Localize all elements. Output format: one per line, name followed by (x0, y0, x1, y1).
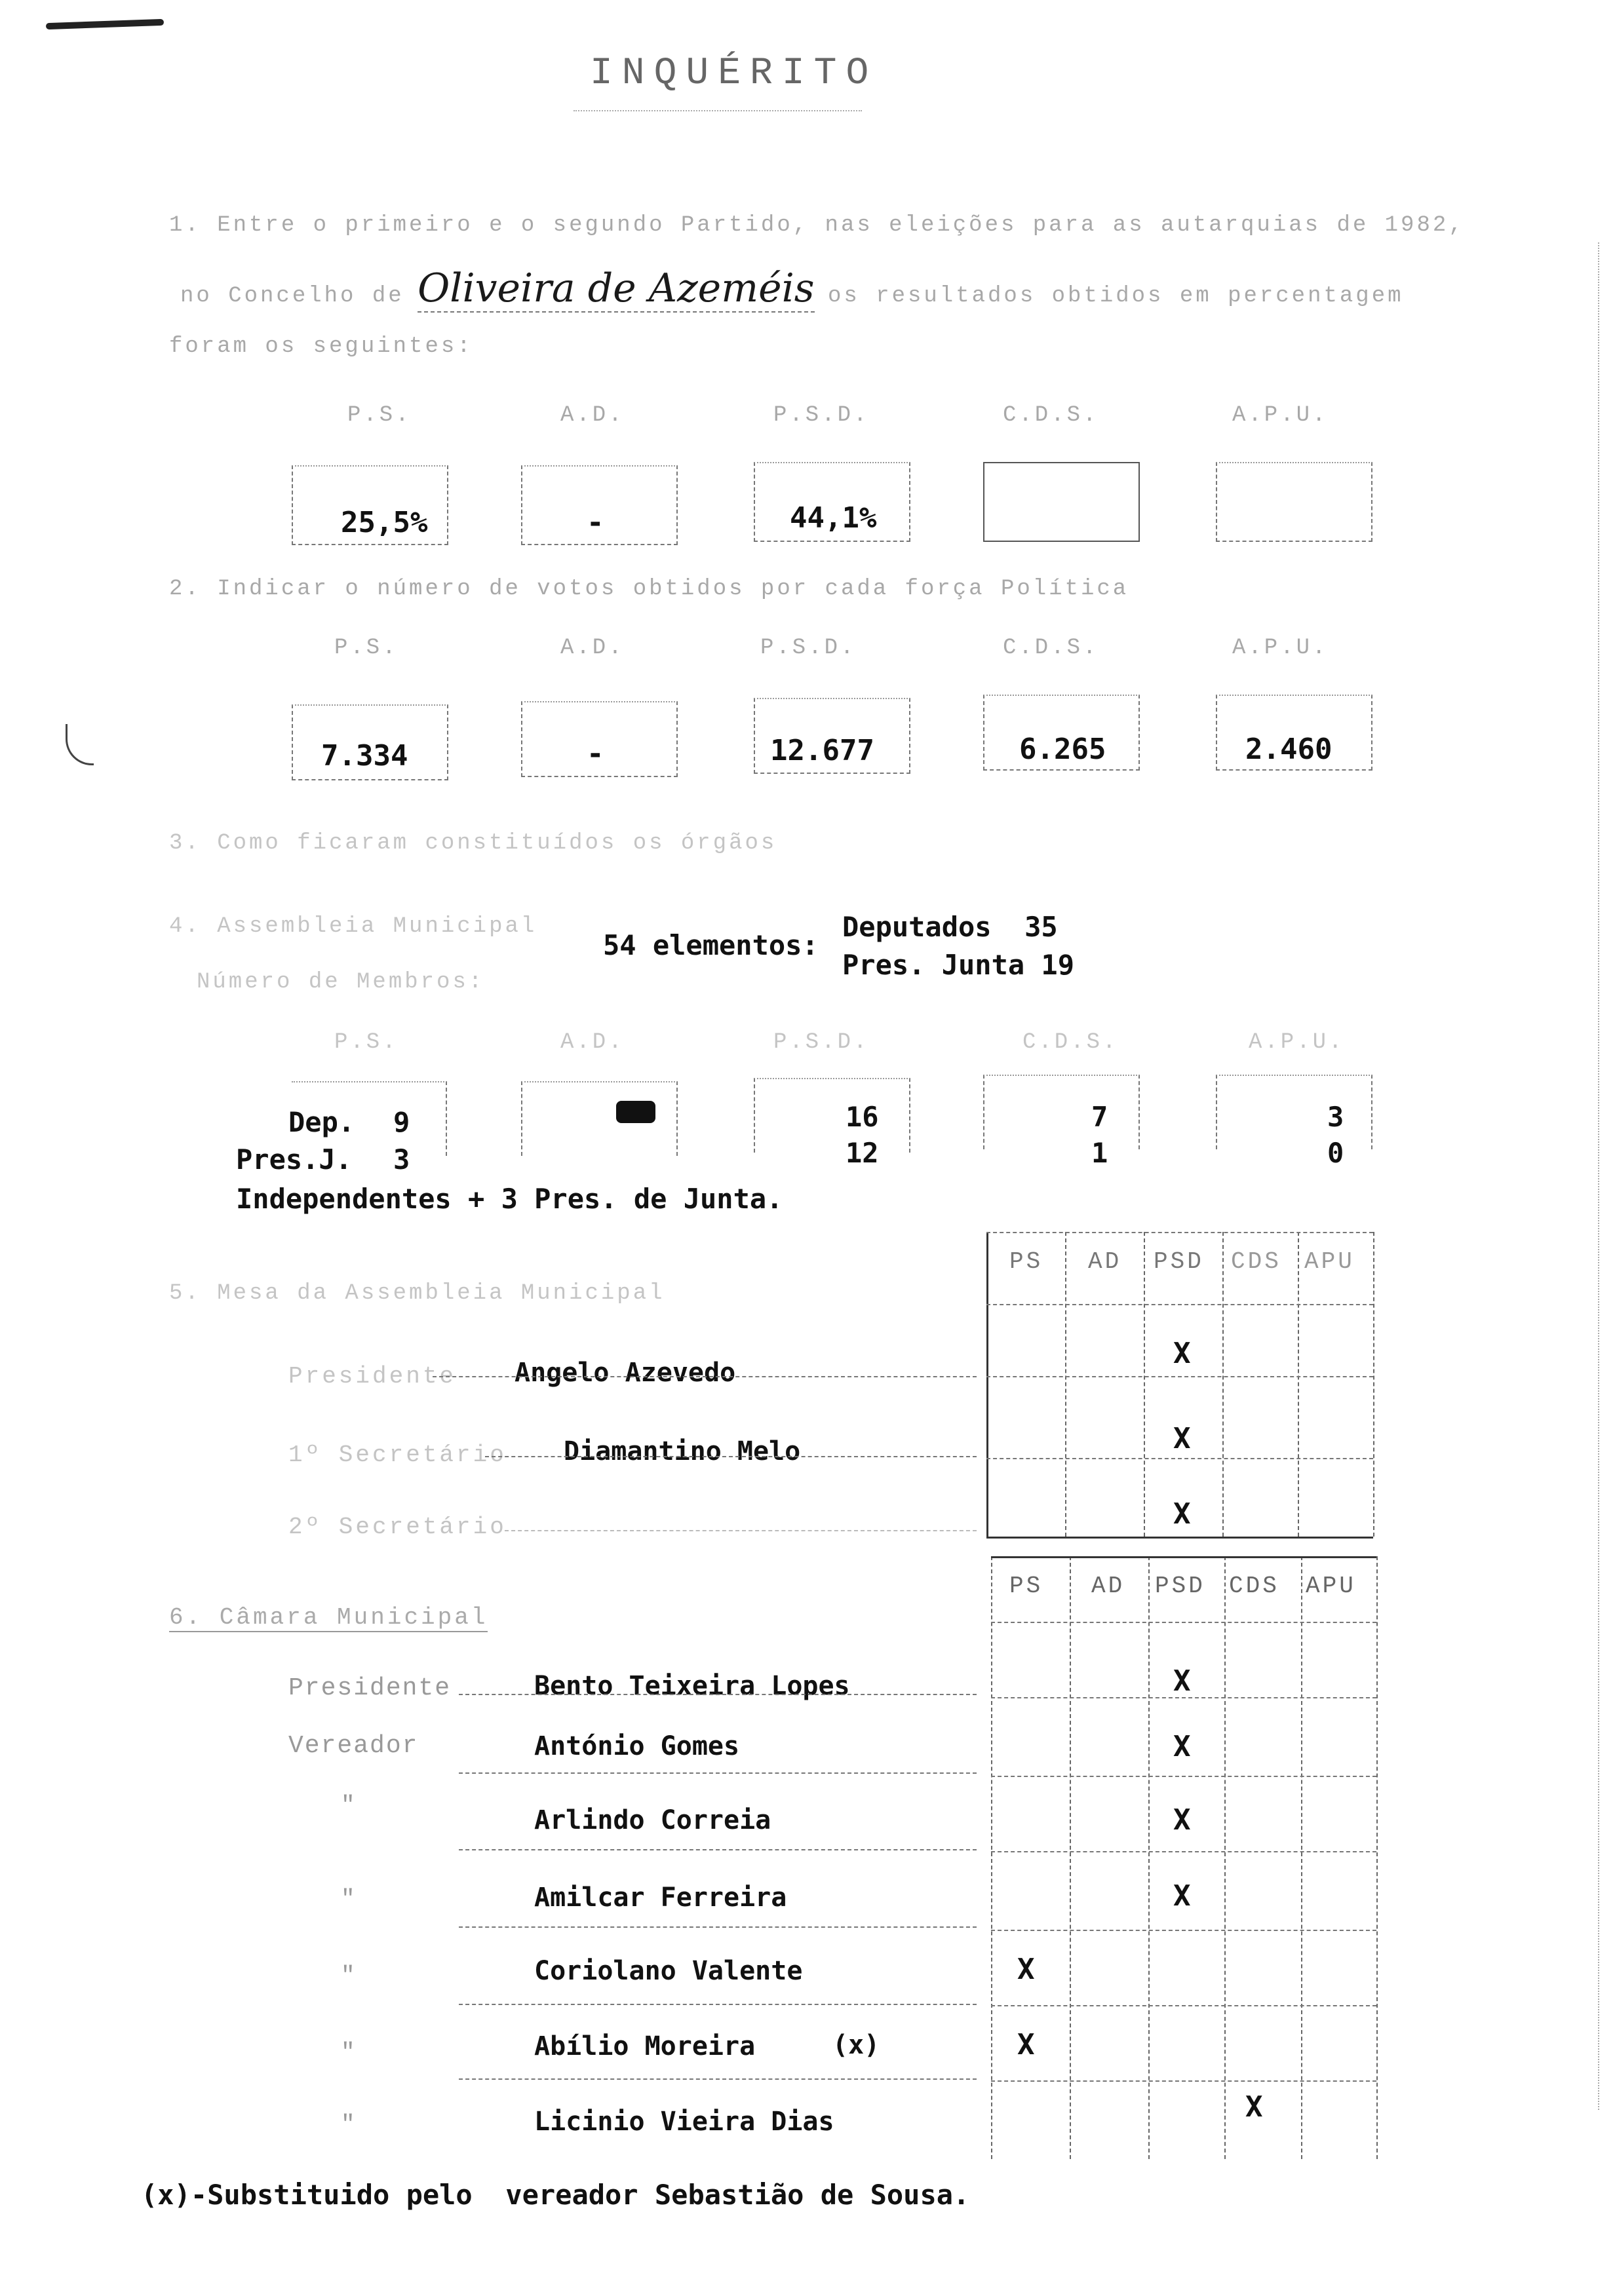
page-edge-line (1598, 242, 1599, 2110)
q4-line1: 4. Assembleia Municipal (169, 914, 537, 939)
q5-col-cds: CDS (1231, 1248, 1281, 1275)
q6-mark-0: X (1173, 1664, 1191, 1698)
q6-grid-right (1376, 1556, 1378, 2159)
q4-party-apu: A.P.U. (1249, 1030, 1345, 1055)
q6-grid-h2 (991, 1776, 1376, 1777)
q2-text: 2. Indicar o número de votos obtidos por cada força Política (169, 577, 1129, 602)
q1-party-ad: A.D. (560, 403, 625, 428)
q6-role-6: " (341, 2111, 358, 2138)
q1-box-apu (1216, 462, 1372, 542)
q6-col-ps: PS (1009, 1573, 1043, 1599)
q1-value-psd: 44,1% (790, 501, 877, 535)
q6-name-3: Amilcar Ferreira (534, 1883, 787, 1913)
q2-party-cds: C.D.S. (1003, 636, 1099, 660)
q1-party-psd: P.S.D. (773, 403, 870, 428)
margin-bracket (66, 724, 94, 765)
q4-pres-apu: 0 (1327, 1137, 1344, 1169)
q2-party-psd: P.S.D. (760, 636, 857, 660)
q4-dep-psd: 16 (846, 1101, 879, 1133)
q5-grid-v1 (1065, 1232, 1066, 1537)
q4-dep-label: Dep. (288, 1106, 355, 1138)
page-title: INQUÉRITO (590, 52, 878, 95)
q5-grid-v2 (1144, 1232, 1145, 1537)
q6-role-4: " (341, 1962, 358, 1989)
q5-grid-bottom (986, 1537, 1373, 1539)
q2-party-ad: A.D. (560, 636, 625, 660)
q6-grid-h3 (991, 1851, 1376, 1852)
title-underline (574, 110, 862, 111)
q2-party-apu: A.P.U. (1232, 636, 1329, 660)
q1-value-ad: - (587, 506, 604, 539)
q6-line-4 (459, 2004, 977, 2005)
q4-pres-cds: 1 (1091, 1137, 1108, 1169)
q2-value-ps: 7.334 (321, 739, 408, 773)
q6-role-0: Presidente (288, 1674, 452, 1702)
q2-value-ad: - (587, 737, 604, 771)
q6-grid-v3 (1224, 1556, 1226, 2159)
q6-grid-h5 (991, 2005, 1376, 2006)
q4-dep-apu: 3 (1327, 1101, 1344, 1133)
q5-col-ad: AD (1088, 1248, 1122, 1275)
q5-grid-h3 (986, 1458, 1373, 1459)
q5-name-presidente: Angelo Azevedo (515, 1358, 736, 1388)
q4-deputados: Deputados 35 (842, 911, 1058, 943)
q6-col-ad: AD (1091, 1573, 1125, 1599)
q6-role-2: " (341, 1792, 358, 1819)
q6-role-5: " (341, 2039, 358, 2066)
q5-mark-presidente: X (1173, 1337, 1191, 1370)
q5-grid-h2 (986, 1376, 1373, 1377)
q6-name-5: Abílio Moreira (534, 2031, 756, 2061)
q6-line-1 (459, 1772, 977, 1774)
q6-role-3: " (341, 1886, 358, 1913)
concelho-name: Oliveira de Azeméis (418, 265, 815, 311)
q1-party-ps: P.S. (347, 403, 412, 428)
q1-box-cds (983, 462, 1140, 542)
footnote: (x)-Substituido pelo vereador Sebastião de Sousa. (141, 2179, 970, 2211)
q6-mark-1: X (1173, 1730, 1191, 1763)
q6-role-1: Vereador (288, 1732, 419, 1760)
q4-ad-redaction (616, 1101, 655, 1123)
q4-line2: Número de Membros: (197, 970, 485, 995)
q6-name-2: Arlindo Correia (534, 1805, 771, 1835)
q5-line-sec2 (505, 1530, 977, 1531)
q6-mark-2: X (1173, 1803, 1191, 1837)
q6-col-psd: PSD (1155, 1573, 1205, 1599)
q4-pres-label: Pres.J. (236, 1143, 353, 1176)
q4-independentes: Independentes + 3 Pres. de Junta. (236, 1183, 783, 1215)
q6-grid-left (991, 1556, 992, 2159)
q6-name-0: Bento Teixeira Lopes (534, 1671, 850, 1701)
q4-pres-psd: 12 (846, 1137, 879, 1169)
q1-line2-prefix: no Concelho de (180, 284, 404, 309)
q6-mark-6: X (1245, 2090, 1263, 2124)
q6-line-3 (459, 1926, 977, 1928)
q4-dep-cds: 7 (1091, 1101, 1108, 1133)
q6-note-5: (x) (832, 2030, 880, 2060)
q6-grid-v2 (1148, 1556, 1150, 2159)
q5-col-psd: PSD (1154, 1248, 1204, 1275)
q5-grid-top (986, 1232, 1373, 1233)
q4-box-cds (983, 1075, 1140, 1149)
q1-party-apu: A.P.U. (1232, 403, 1329, 428)
q6-mark-4: X (1017, 1953, 1035, 1986)
q6-line-5 (459, 2078, 977, 2080)
q1-line2 (180, 265, 1404, 311)
q6-name-6: Licinio Vieira Dias (534, 2107, 834, 2137)
q6-col-cds: CDS (1229, 1573, 1279, 1599)
q5-title: 5. Mesa da Assembleia Municipal (169, 1281, 665, 1306)
q1-party-cds: C.D.S. (1003, 403, 1099, 428)
q1-line1: 1. Entre o primeiro e o segundo Partido, nas eleições para as autarquias de 1982, (169, 213, 1465, 238)
q6-name-4: Coriolano Valente (534, 1956, 803, 1986)
q6-mark-3: X (1173, 1879, 1191, 1913)
ink-smudge (46, 19, 164, 29)
q5-role-presidente: Presidente (288, 1363, 457, 1390)
q4-party-ad: A.D. (560, 1030, 625, 1055)
q4-party-psd: P.S.D. (773, 1030, 870, 1055)
q5-role-sec2: 2º Secretário (288, 1514, 507, 1540)
q4-party-cds: C.D.S. (1022, 1030, 1119, 1055)
q1-line2-suffix: os resultados obtidos em percentagem (827, 284, 1404, 309)
q6-mark-5: X (1017, 2028, 1035, 2061)
q5-grid-right (1373, 1232, 1374, 1537)
q6-name-1: António Gomes (534, 1731, 740, 1761)
q5-grid-v4 (1298, 1232, 1299, 1537)
q5-grid-h1 (986, 1304, 1373, 1305)
q6-line-2 (459, 1849, 977, 1850)
q5-grid-v3 (1222, 1232, 1224, 1537)
q6-grid-h4 (991, 1930, 1376, 1931)
q5-name-sec1: Diamantino Melo (564, 1436, 801, 1466)
q5-line-presidente (433, 1376, 977, 1377)
q1-value-ps: 25,5% (341, 506, 428, 539)
q4-party-ps: P.S. (334, 1030, 399, 1055)
q4-pres-junta: Pres. Junta 19 (842, 949, 1075, 981)
q6-title: 6. Câmara Municipal (169, 1604, 488, 1631)
q4-box-apu (1216, 1075, 1372, 1149)
q6-line-0 (459, 1694, 977, 1695)
q4-pres-ps: 3 (393, 1143, 410, 1176)
q5-col-ps: PS (1009, 1248, 1043, 1275)
q2-party-ps: P.S. (334, 636, 399, 660)
q1-line3: foram os seguintes: (169, 334, 473, 359)
q5-line-sec1 (485, 1456, 977, 1457)
q5-col-apu: APU (1304, 1248, 1355, 1275)
q5-grid-left (986, 1232, 988, 1537)
q2-value-apu: 2.460 (1245, 733, 1333, 766)
q6-col-apu: APU (1306, 1573, 1356, 1599)
q2-value-cds: 6.265 (1019, 733, 1106, 766)
q6-grid-v4 (1301, 1556, 1302, 2159)
q4-elements: 54 elementos: (603, 929, 819, 961)
q6-grid-h0 (991, 1622, 1376, 1623)
q5-mark-sec2: X (1173, 1497, 1191, 1531)
q6-grid-h6 (991, 2080, 1376, 2082)
q3-text: 3. Como ficaram constituídos os órgãos (169, 831, 777, 856)
q5-mark-sec1: X (1173, 1422, 1191, 1455)
q4-dep-ps: 9 (393, 1106, 410, 1138)
q4-box-psd (754, 1078, 910, 1153)
q5-role-sec1: 1º Secretário (288, 1442, 507, 1468)
q6-grid-top (991, 1556, 1376, 1558)
q6-grid-v1 (1070, 1556, 1071, 2159)
q2-value-psd: 12.677 (770, 734, 874, 767)
